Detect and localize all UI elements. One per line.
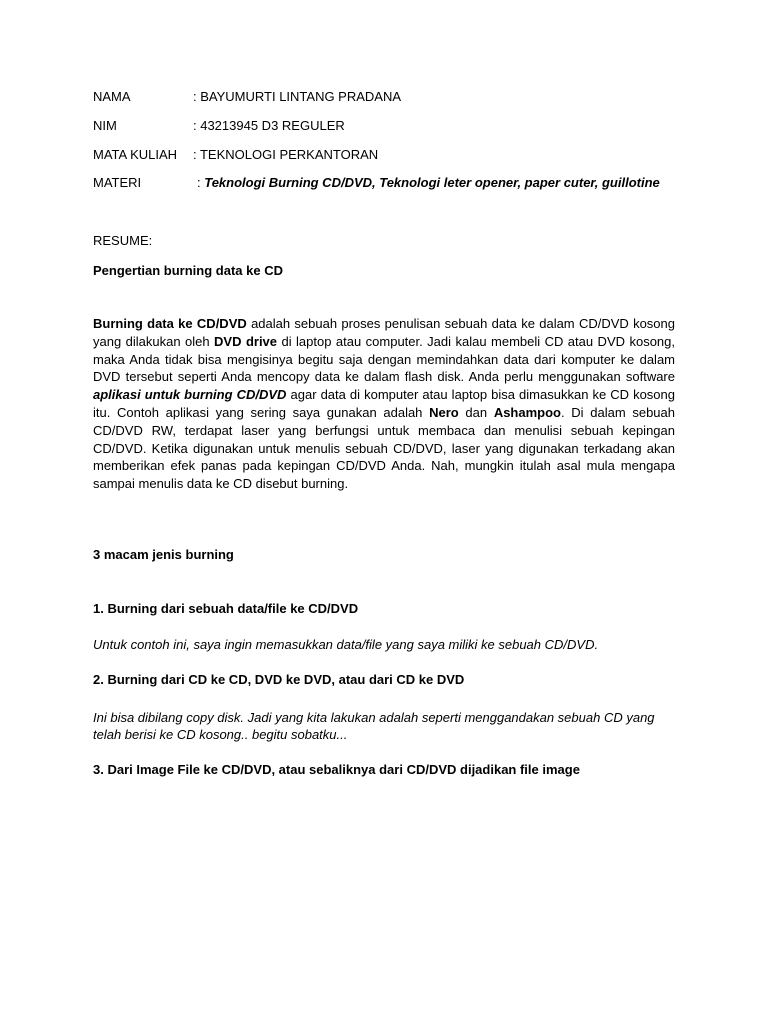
nim-label: NIM xyxy=(93,118,117,133)
item-3-title: 3. Dari Image File ke CD/DVD, atau sebaliknya dari CD/DVD dijadikan file image xyxy=(93,762,580,777)
header-materi-row xyxy=(93,175,660,191)
matakuliah-label: MATA KULIAH xyxy=(93,147,178,162)
para-text-2: di laptop atau computer. Jadi kalau membeli CD atau DVD kosong, maka Anda tidak bisa mengisinya begitu saja dengan memindahkan data dari komputer ke dalam DVD tersebut seperti Anda mencopy data ke dalam flash disk. Anda perlu menggunakan software xyxy=(93,333,675,385)
materi-colon: : xyxy=(197,175,205,190)
materi-value-wrap xyxy=(197,175,660,190)
materi-value: Teknologi Burning CD/DVD, Teknologi leter opener, paper cuter, guillotine xyxy=(204,175,660,190)
para-term-ashampoo: Ashampoo xyxy=(493,404,561,420)
matakuliah-value: : TEKNOLOGI PERKANTORAN xyxy=(193,147,379,162)
header-matakuliah-row xyxy=(93,147,378,163)
item-2-desc: Ini bisa dibilang copy disk. Jadi yang kita lakukan adalah seperti menggandakan sebuah CD yang telah berisi ke CD kosong.. begitu sobatku... xyxy=(93,710,655,742)
header-nama-row xyxy=(93,89,401,105)
para-term-dvd-drive: DVD drive xyxy=(214,333,278,349)
paragraph-pengertian xyxy=(93,315,675,493)
item-1-desc: Untuk contoh ini, saya ingin memasukkan data/file yang saya miliki ke sebuah CD/DVD. xyxy=(93,637,599,652)
section-title-jenis-burning: 3 macam jenis burning xyxy=(93,547,234,562)
nama-label: NAMA xyxy=(93,89,131,104)
para-text-5: . Di dalam sebuah CD/DVD RW, terdapat laser yang berfungsi untuk membaca dan menulisi sebuah kepingan CD/DVD. Ketika digunakan untuk menulis sebuah CD/DVD, laser yang digunakan terkadang akan memberikan efek panas pada kepingan CD/DVD Anda. Nah, mungkin itulah asal mula mengapa sampai menulis data ke CD disebut burning. xyxy=(93,404,675,492)
item-1-title: 1. Burning dari sebuah data/file ke CD/DVD xyxy=(93,601,359,616)
section-title-pengertian: Pengertian burning data ke CD xyxy=(93,263,283,278)
para-text-4: dan xyxy=(458,404,494,420)
nama-value: : BAYUMURTI LINTANG PRADANA xyxy=(193,89,402,104)
para-term-burning: Burning data ke CD/DVD xyxy=(93,316,247,331)
item-2-title: 2. Burning dari CD ke CD, DVD ke DVD, atau dari CD ke DVD xyxy=(93,672,465,687)
para-term-aplikasi: aplikasi untuk burning CD/DVD xyxy=(93,387,287,403)
para-text-3: agar data di komputer atau laptop bisa dimasukkan ke CD kosong itu. Contoh aplikasi yang sering saya gunakan adalah xyxy=(93,387,676,420)
materi-label: MATERI xyxy=(93,175,142,190)
nim-value: : 43213945 D3 REGULER xyxy=(193,118,345,133)
para-text-1: adalah sebuah proses penulisan sebuah data ke dalam CD/DVD kosong yang dilakukan oleh xyxy=(93,316,676,349)
resume-label: RESUME: xyxy=(93,233,153,248)
para-term-nero: Nero xyxy=(429,404,459,420)
header-nim-row xyxy=(93,118,345,134)
